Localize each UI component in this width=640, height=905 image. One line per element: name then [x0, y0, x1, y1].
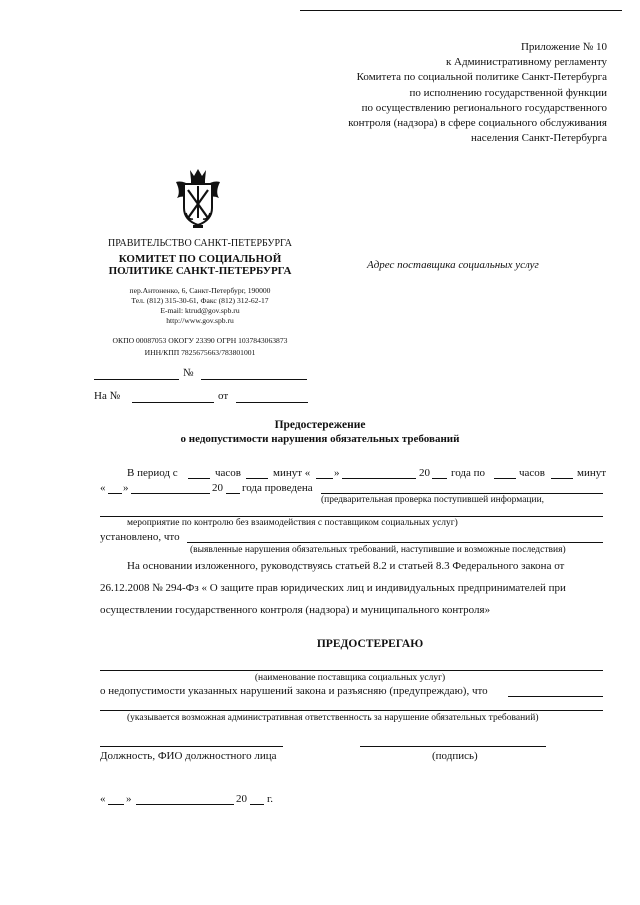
end-hours-label: часов [519, 467, 545, 479]
established-label: установлено, что [100, 531, 180, 543]
letterhead-inn: ИНН/КПП 7825675663/783801001 [144, 348, 256, 357]
hours-label: часов [215, 467, 241, 479]
warning-text-line [508, 696, 603, 697]
government-name: ПРАВИТЕЛЬСТВО САНКТ-ПЕТЕРБУРГА [108, 238, 292, 249]
conducted-line [321, 493, 603, 494]
responsibility-hint: (указывается возможная административная ответственность за нарушение обязательных требований) [127, 713, 539, 723]
minutes-label: минут « [273, 467, 311, 479]
ref-from: от [218, 390, 229, 402]
number-sign: № [183, 367, 194, 379]
conducted-label: года проведена [242, 482, 313, 494]
position-line [100, 746, 283, 747]
appendix-line: Комитета по социальной политике Санкт-Петербурга [356, 71, 607, 84]
appendix-line: контроля (надзора) в сфере социального обслуживания [348, 117, 607, 130]
start-minutes-line [246, 478, 268, 479]
letterhead-phone: Тел. (812) 315-30-61, Факс (812) 312-62-17 [131, 296, 269, 305]
letterhead-email: E-mail: ktrud@gov.spb.ru [160, 306, 240, 315]
year-prefix: 20 [419, 467, 430, 479]
date-day-line [108, 804, 124, 805]
appendix-line: по осуществлению регионального государственного [361, 101, 607, 114]
end-month-line [131, 493, 210, 494]
appendix-line: к Административному регламенту [445, 56, 607, 69]
provider-name-line [100, 670, 603, 671]
year-to-label: года по [451, 467, 486, 479]
start-hours-line [188, 478, 210, 479]
end-year-prefix: 20 [212, 482, 223, 494]
recipient-address: Адрес поставщика социальных услуг [367, 259, 539, 271]
end-day-line [108, 493, 122, 494]
outgoing-date-line [94, 379, 179, 380]
check-type-hint: (предварительная проверка поступившей информации, [321, 495, 545, 505]
date-suffix: г. [267, 793, 274, 805]
quote-open: « [100, 482, 106, 494]
outgoing-number-line [201, 379, 307, 380]
end-minutes-line [551, 478, 573, 479]
date-year-prefix: 20 [236, 793, 247, 805]
end-hours-line [494, 478, 516, 479]
letterhead-address: пер.Антоненко, 6, Санкт-Петербург, 190000 [129, 286, 271, 295]
quote-close: » [334, 467, 340, 479]
findings-line [187, 542, 603, 543]
warning-text: о недопустимости указанных нарушений закона и разъясняю (предупреждаю), что [100, 685, 488, 697]
document-title: Предостережение [274, 419, 366, 431]
coat-of-arms-icon [173, 168, 223, 230]
responsibility-line [100, 710, 603, 711]
check-type-hint-2: мероприятие по контролю без взаимодействия с поставщиком социальных услуг) [127, 518, 458, 528]
end-year-line [226, 493, 240, 494]
basis-line-1: На основании изложенного, руководствуясь статьей 8.2 и статьей 8.3 Федерального закона от [127, 560, 565, 572]
letterhead-codes: ОКПО 00087053 ОКОГУ 23390 ОГРН 1037843063873 [112, 336, 288, 345]
warning-heading: ПРЕДОСТЕРЕГАЮ [316, 638, 424, 650]
basis-line-2: 26.12.2008 № 294-Фз « О защите прав юридических лиц и индивидуальных предпринимателей при [100, 582, 566, 594]
ref-prefix: На № [94, 390, 121, 402]
position-label: Должность, ФИО должностного лица [100, 750, 277, 762]
start-year-line [432, 478, 447, 479]
letterhead-web: http://www.gov.spb.ru [166, 316, 234, 325]
appendix-line: населения Санкт-Петербурга [471, 132, 607, 145]
ref-date-line [236, 402, 308, 403]
start-day-line [316, 478, 333, 479]
period-label: В период с [127, 467, 178, 479]
signature-line [360, 746, 546, 747]
appendix-line: Приложение № 10 [520, 41, 607, 53]
signature-label: (подпись) [432, 750, 478, 762]
committee-name-line2: ПОЛИТИКЕ САНКТ-ПЕТЕРБУРГА [108, 265, 292, 277]
appendix-line: по исполнению государственной функции [409, 86, 607, 99]
quote-close-2: » [123, 482, 129, 494]
date-year-line [250, 804, 264, 805]
check-type-line-2 [100, 516, 603, 517]
top-rule [300, 10, 622, 11]
date-quote-open: « [100, 793, 106, 805]
provider-name-hint: (наименование поставщика социальных услуг) [254, 673, 446, 683]
start-month-line [342, 478, 416, 479]
committee-name-line1: КОМИТЕТ ПО СОЦИАЛЬНОЙ [118, 253, 282, 265]
basis-line-3: осуществлении государственного контроля (надзора) и муниципального контроля» [100, 604, 491, 616]
date-quote-close: » [126, 793, 132, 805]
date-month-line [136, 804, 234, 805]
ref-number-line [132, 402, 214, 403]
findings-hint: (выявленные нарушения обязательных требований, наступившие и возможные последствия) [190, 545, 566, 555]
appendix-block [348, 40, 607, 146]
end-minutes-label: минут [577, 467, 607, 479]
document-subtitle: о недопустимости нарушения обязательных требований [180, 433, 460, 445]
